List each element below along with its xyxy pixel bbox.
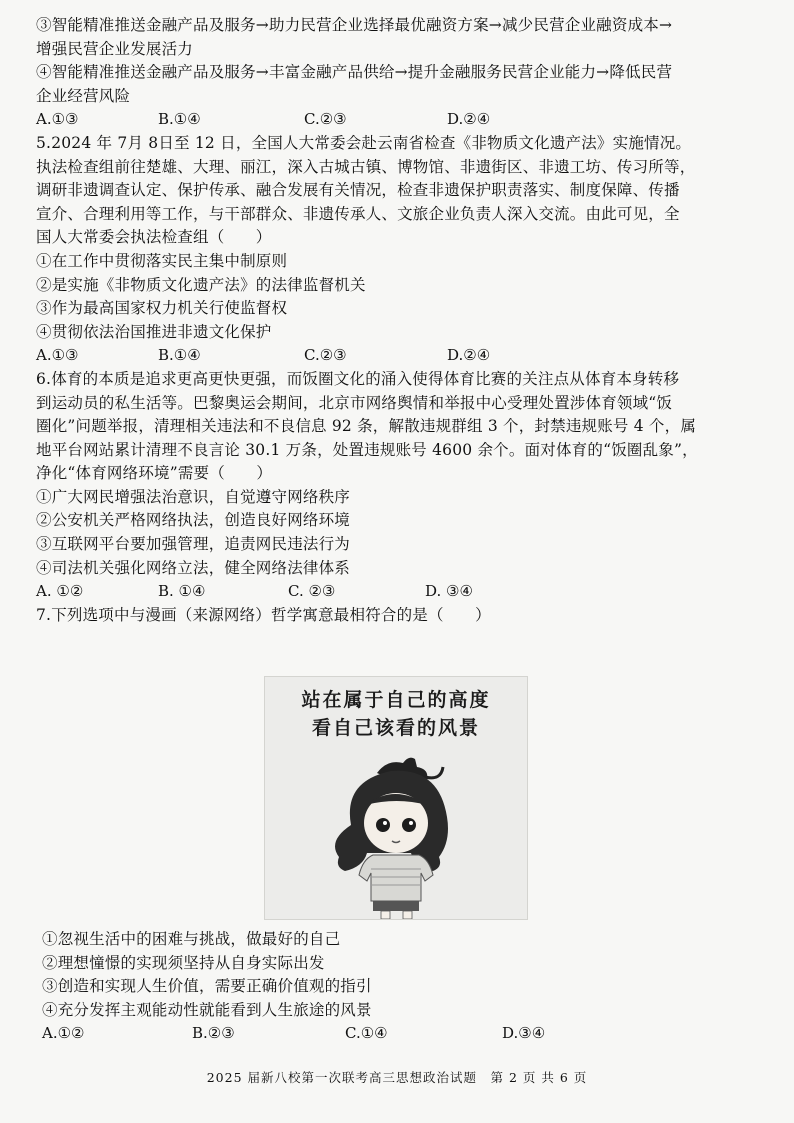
q5-choice-d: D.②④	[447, 346, 491, 365]
q4-option-4-line-2: 企业经营风险	[36, 86, 131, 105]
q6-stem-line-4: 地平台网站累计清理不良言论 30.1 万条，处置违规账号 4600 余个。面对体育的“饭圈乱象”，	[36, 440, 698, 459]
q6-stem-line-2: 到运动员的私生活等。巴黎奥运会期间，北京市网络舆情和举报中心受理处置涉体育领域“饭	[36, 393, 673, 412]
q4-option-3-line-1: ③智能精准推送金融产品及服务→助力民营企业选择最优融资方案→减少民营企业融资成本→	[36, 16, 673, 34]
q5-statement-3: ③作为最高国家权力机关行使监督权	[36, 299, 288, 318]
q5-stem-line-4: 宣介、合理利用等工作，与干部群众、非遗传承人、文旅企业负责人深入交流。由此可见，全	[36, 204, 680, 223]
q4-option-4-line-1: ④智能精准推送金融产品及服务→丰富金融产品供给→提升金融服务民营企业能力→降低民营	[36, 63, 673, 82]
q7-statements	[36, 928, 764, 1046]
q4-choice-d: D.②④	[447, 110, 491, 129]
q5-stem-line-1: 5.2024 年 7月 8日至 12 日，全国人大常委会赴云南省检查《非物质文化遗产法》实施情况。	[36, 133, 692, 152]
page-footer: 2025 届新八校第一次联考高三思想政治试题 第 2 页 共 6 页	[206, 1070, 588, 1085]
girl-on-cat-drawing	[265, 677, 527, 919]
q6-statement-3: ③互联网平台要加强管理，追责网民违法行为	[36, 535, 351, 554]
q5-choice-a: A.①③	[36, 346, 79, 365]
comic-caption-line-1: 站在属于自己的高度	[301, 689, 491, 711]
q6-choices	[36, 580, 764, 604]
q7-statement-3: ③创造和实现人生价值，需要正确价值观的指引	[42, 977, 372, 996]
q6-choice-b: B. ①④	[158, 582, 206, 601]
q4-choices	[36, 108, 764, 132]
q6-choice-c: C. ②③	[288, 582, 336, 601]
q5-choices	[36, 344, 764, 368]
q5-stem-line-3: 调研非遗调查认定、保护传承、融合发展有关情况，检查非遗保护职责落实、制度保障、传播	[36, 181, 680, 200]
q5-choice-c: C.②③	[304, 346, 347, 365]
q4-choice-a: A.①③	[36, 110, 79, 129]
q4-option-3-line-2: 增强民营企业发展活力	[36, 39, 194, 58]
q7-statement-1: ①忽视生活中的困难与挑战，做最好的自己	[42, 930, 341, 948]
q6-stem-line-5: 净化“体育网络环境”需要（ ）	[36, 464, 273, 483]
q6-stem-line-1: 6.体育的本质是追求更高更快更强，而饭圈文化的涌入使得体育比赛的关注点从体育本身转移	[36, 369, 680, 388]
q7-stem-line-1: 7.下列选项中与漫画（来源网络）哲学寓意最相符合的是（ ）	[36, 605, 491, 624]
q5-statement-1: ①在工作中贯彻落实民主集中制原则	[36, 251, 288, 270]
q5-choice-b: B.①④	[158, 346, 201, 365]
q5-stem-line-5: 国人大常委会执法检查组（ ）	[36, 228, 272, 247]
q6-statement-2: ②公安机关严格网络执法，创造良好网络环境	[36, 511, 351, 530]
q7-statement-4: ④充分发挥主观能动性就能看到人生旅途的风景	[42, 1000, 372, 1019]
q6-stem-line-3: 圈化”问题举报，清理相关违法和不良信息 92 条，解散违规群组 3 个，封禁违规账号 4 个，属	[36, 417, 697, 436]
q4-choice-b: B.①④	[158, 110, 201, 129]
q7-choice-d: D.③④	[502, 1024, 546, 1043]
q7-choice-b: B.②③	[192, 1024, 235, 1043]
q6-choice-d: D. ③④	[425, 582, 473, 601]
q7-statement-2: ②理想憧憬的实现须坚持从自身实际出发	[42, 953, 325, 972]
q4-choice-c: C.②③	[304, 110, 347, 129]
q6-statement-1: ①广大网民增强法治意识，自觉遵守网络秩序	[36, 487, 351, 506]
q7-choices	[36, 1022, 764, 1046]
q5-statement-2: ②是实施《非物质文化遗产法》的法律监督机关	[36, 275, 366, 294]
q6-statement-4: ④司法机关强化网络立法，健全网络法律体系	[36, 558, 351, 577]
q6-choice-a: A. ①②	[36, 582, 84, 601]
comic-caption-line-2: 看自己该看的风景	[311, 717, 480, 739]
q7-choice-a: A.①②	[42, 1024, 85, 1043]
q5-statement-4: ④贯彻依法治国推进非遗文化保护	[36, 322, 272, 341]
comic-illustration	[264, 676, 528, 920]
q7-choice-c: C.①④	[345, 1024, 388, 1043]
q5-stem-line-2: 执法检查组前往楚雄、大理、丽江，深入古城古镇、博物馆、非遗街区、非遗工坊、传习所等，	[36, 157, 696, 176]
exam-page	[36, 14, 764, 627]
